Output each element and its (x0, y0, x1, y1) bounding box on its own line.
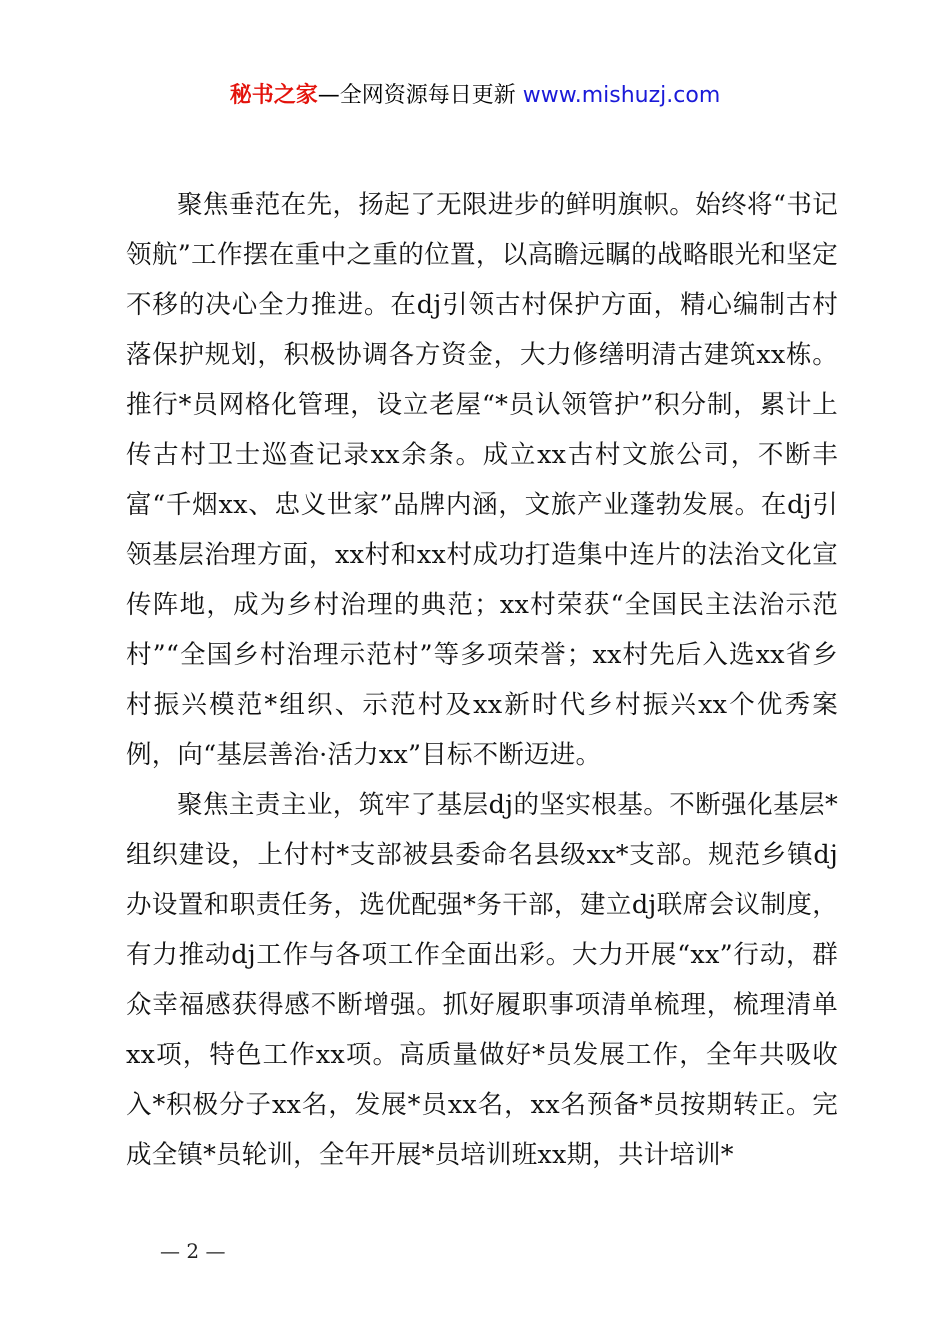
body-paragraph-2: 聚焦主责主业，筑牢了基层dj的坚实根基。不断强化基层*组织建设，上付村*支部被县委命名县级xx*支部。规范乡镇dj办设置和职责任务，选优配强*务干部，建立dj联席会议制度，有力推动dj工作与各项工作全面出彩。大力开展“xx”行动，群众幸福感获得感不断增强。抓好履职事项清单梳理，梳理清单xx项，特色工作xx项。高质量做好*员发展工作，全年共吸收入*积极分子xx名，发展*员xx名，xx名预备*员按期转正。完成全镇*员轮训，全年开展*员培训班xx期，共计培训* (126, 790, 838, 1170)
site-brand: 秘书之家 (229, 83, 318, 108)
body-paragraph-1: 聚焦垂范在先，扬起了无限进步的鲜明旗帜。始终将“书记领航”工作摆在重中之重的位置，以高瞻远瞩的战略眼光和坚定不移的决心全力推进。在dj引领古村保护方面，精心编制古村落保护规划，积极协调各方资金，大力修缮明清古建筑xx栋。推行*员网格化管理，设立老屋“*员认领管护”积分制，累计上传古村卫士巡查记录xx余条。成立xx古村文旅公司，不断丰富“千烟xx、忠义世家”品牌内涵，文旅产业蓬勃发展。在dj引领基层治理方面，xx村和xx村成功打造集中连片的法治文化宣传阵地，成为乡村治理的典范；xx村荣获“全国民主法治示范村”“全国乡村治理示范村”等多项荣誉；xx村先后入选xx省乡村振兴模范*组织、示范村及xx新时代乡村振兴xx个优秀案例，向“基层善治·活力xx”目标不断迈进。 (126, 190, 838, 770)
document-body (126, 180, 838, 1180)
site-tagline: —全网资源每日更新 (317, 83, 516, 108)
page-number: — 2 — (160, 1239, 226, 1263)
site-header (0, 80, 950, 112)
site-url-link[interactable]: www.mishuzj.com (522, 83, 721, 108)
